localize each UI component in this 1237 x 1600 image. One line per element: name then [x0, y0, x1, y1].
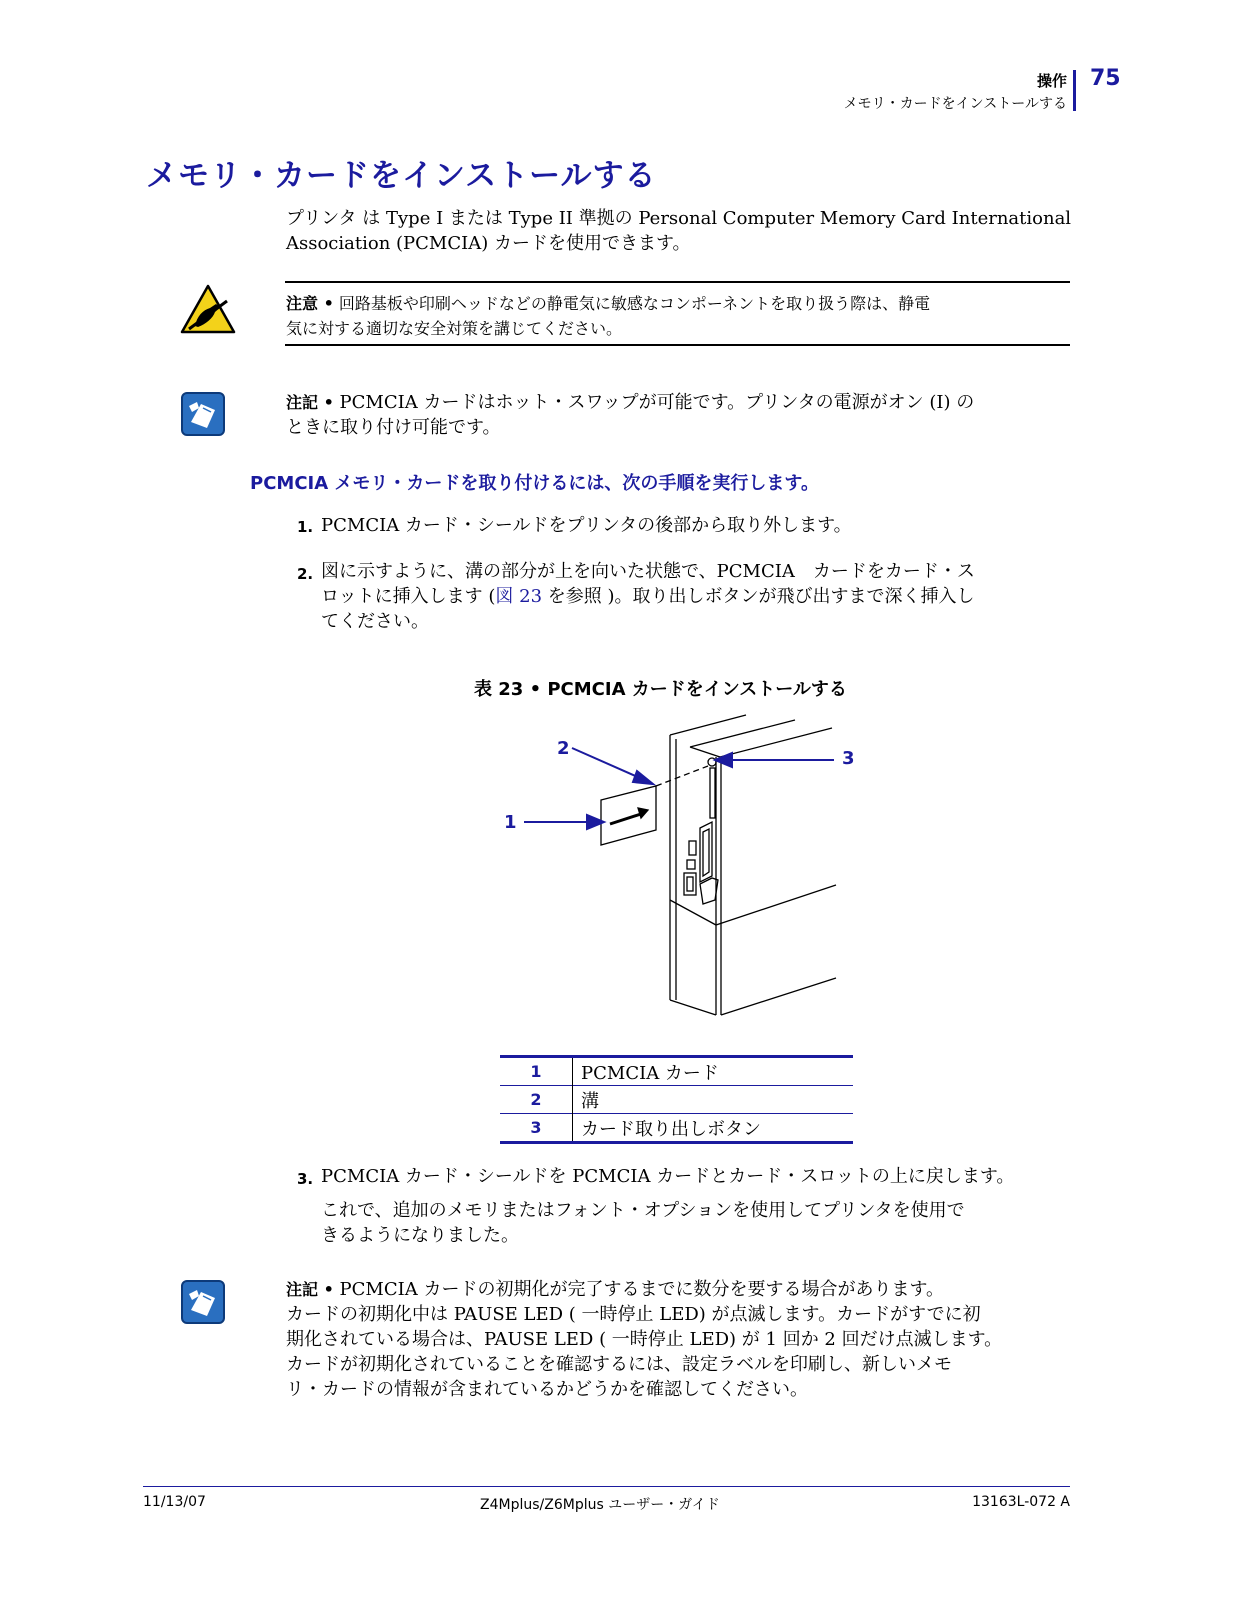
step-2-text — [321, 559, 975, 634]
note-1-line-2: ときに取り付け可能です。 — [286, 417, 501, 438]
step-2-line-3: てください。 — [321, 611, 429, 632]
legend-row — [500, 1086, 853, 1114]
legend-value: PCMCIA カード — [581, 1062, 719, 1084]
legend-row — [500, 1114, 853, 1143]
page-title: メモリ・カードをインストールする — [146, 158, 657, 194]
note-2-line-3: 期化されている場合は、PAUSE LED ( 一時停止 LED) が 1 回か 2 回だけ点滅します。 — [286, 1329, 1003, 1350]
caution-text — [286, 291, 930, 341]
note-2-line-1: PCMCIA カードの初期化が完了するまでに数分を要する場合があります。 — [339, 1279, 945, 1300]
footer-date: 11/13/07 — [143, 1494, 206, 1510]
step-3-line-3: きるようになりました。 — [321, 1225, 519, 1246]
pcmcia-illustration — [490, 705, 850, 1029]
intro-paragraph — [286, 206, 1071, 256]
caution-line-2: 気に対する適切な安全対策を講じてください。 — [286, 319, 623, 338]
figure-caption: 表 23 • PCMCIA カードをインストールする — [474, 679, 847, 700]
step-2-number: 2. — [297, 565, 314, 583]
step-3-number: 3. — [297, 1170, 314, 1188]
header-divider — [1073, 70, 1076, 111]
callout-3: 3 — [842, 748, 855, 769]
header-section: 操作 — [1036, 72, 1067, 90]
footer-guide-title: Z4Mplus/Z6Mplus ユーザー・ガイド — [480, 1497, 720, 1513]
step-3-line-2: これで、追加のメモリまたはフォント・オプションを使用してプリンタを使用で — [321, 1200, 965, 1221]
header-subtitle: メモリ・カードをインストールする — [843, 96, 1067, 112]
caution-top-rule — [285, 281, 1070, 283]
callout-1: 1 — [504, 812, 517, 833]
note-icon — [181, 1280, 225, 1324]
footer-doc-number: 13163L-072 A — [972, 1494, 1070, 1510]
step-3-line-1: PCMCIA カード・シールドを PCMCIA カードとカード・スロットの上に戻します。 — [321, 1166, 1015, 1187]
page-number: 75 — [1090, 66, 1121, 91]
step-2-line-2b: を参照 )。取り出しボタンが飛び出すまで深く挿入し — [542, 586, 975, 607]
footer-rule — [143, 1486, 1070, 1487]
note-2-label: 注記 • — [286, 1280, 334, 1299]
note-2-line-2: カードの初期化中は PAUSE LED ( 一時停止 LED) が点滅します。カードがすでに初 — [286, 1304, 981, 1325]
intro-line-1: プリンタ は Type I または Type II 準拠の Personal Computer Memory Card International — [286, 208, 1072, 229]
intro-line-2: Association (PCMCIA) カードを使用できます。 — [286, 233, 691, 254]
legend-key: 1 — [500, 1057, 573, 1086]
figure-link[interactable]: 図 23 — [495, 586, 543, 607]
legend-row — [500, 1057, 853, 1086]
caution-bottom-rule — [285, 344, 1070, 346]
step-2-line-1: 図に示すように、溝の部分が上を向いた状態で、PCMCIA カードをカード・ス — [321, 561, 975, 582]
note-1-text — [286, 390, 974, 440]
esd-warning-icon — [179, 283, 237, 339]
legend-key: 3 — [500, 1114, 573, 1143]
caution-line-1: 回路基板や印刷ヘッドなどの静電気に敏感なコンポーネントを取り扱う際は、静電 — [338, 294, 931, 313]
note-2-line-5: リ・カードの情報が含まれているかどうかを確認してください。 — [286, 1379, 808, 1400]
callout-2: 2 — [557, 738, 570, 759]
step-1-number: 1. — [297, 518, 314, 536]
figure-legend — [500, 1055, 853, 1144]
note-1-line-1: PCMCIA カードはホット・スワップが可能です。プリンタの電源がオン (I) の — [339, 392, 975, 413]
caution-label: 注意 • — [286, 294, 334, 313]
legend-value: 溝 — [581, 1090, 599, 1112]
step-3-result — [321, 1198, 965, 1248]
note-2-text — [286, 1277, 1002, 1402]
note-1-label: 注記 • — [286, 393, 334, 412]
procedure-heading: PCMCIA メモリ・カードを取り付けるには、次の手順を実行します。 — [250, 473, 819, 494]
note-icon — [181, 392, 225, 436]
step-2-line-2a: ロットに挿入します ( — [321, 586, 496, 607]
note-2-line-4: カードが初期化されていることを確認するには、設定ラベルを印刷し、新しいメモ — [286, 1354, 952, 1375]
step-1-text: PCMCIA カード・シールドをプリンタの後部から取り外します。 — [321, 515, 852, 536]
legend-value: カード取り出しボタン — [581, 1118, 761, 1140]
legend-key: 2 — [500, 1086, 573, 1114]
